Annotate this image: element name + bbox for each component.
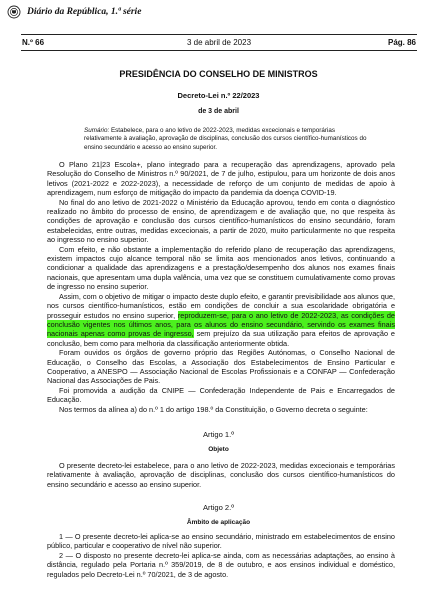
issue-line: [22, 38, 416, 48]
highlighted-text: reproduzem-se, para o ano letivo de 2022-2023, as condições de conclusão vigentes nos últimos anos, para os alunos do ensino secundário, servindo os exames finais nacionais apenas como provas de ingresso,: [47, 310, 395, 339]
article-2-body: [47, 532, 395, 579]
paragraph: O Plano 21|23 Escola+, plano integrado para a recuperação das aprendizagens, aprovado pela Resolução do Conselho de Ministros n.º 90/2021, de 7 de julho, estipulou, para um horizonte de dois anos letivos (2021-2022 e 2022-2023), a necessidade de reforço de um conjunto de medidas de apoio à aprendizagem, num esforço de mitigação do impacto da pandemia da doença COVID-19.: [47, 160, 395, 198]
issue-date: 3 de abril de 2023: [186, 38, 252, 47]
paragraph: O presente decreto-lei estabelece, para o ano letivo de 2022-2023, medidas excecionais e temporárias relativamente à avaliação, aprovação de disciplinas, conclusão dos cursos científico-humanísticos do ensino secundário e acesso ao ensino superior.: [47, 461, 395, 489]
article-1-heading: Artigo 1.º: [202, 430, 235, 439]
summary: [84, 127, 374, 152]
issue-number: N.º 66: [22, 38, 45, 47]
masthead: [7, 4, 141, 20]
header-rule-top: [21, 34, 417, 35]
paragraph: Foi promovida a audição da CNIPE — Confederação Independente de Pais e Encarregados de Educação.: [47, 385, 395, 405]
republic-seal-icon: [7, 5, 21, 19]
summary-text: Estabelece, para o ano letivo de 2022-2023, medidas excecionais e temporárias relativamente à avaliação, aprovação de disciplinas, conclusão dos cursos científico-humanísticos do ensino secundário e acesso ao ensino superior.: [84, 127, 367, 151]
article-2-subheading: Âmbito de aplicação: [186, 519, 251, 526]
paragraph-text: sem prejuízo da sua utilização para efeitos de aprovação e conclusão, bem como para melhoria da classificação anteriormente obtida.: [47, 329, 395, 348]
decree-title: Decreto-Lei n.º 22/2023: [177, 91, 260, 100]
paragraph-text: Assim, com o objetivo de mitigar o impacto deste duplo efeito, e garantir previsibilidade aos alunos que, nos cursos científico-humanísticos, estão em condições de concluir a sua escolaridade obrigatória e prosseguir estudos no ensino superior,: [47, 291, 395, 320]
preamble: [47, 160, 395, 414]
paragraph: No final do ano letivo de 2021-2022 o Ministério da Educação aprovou, tendo em conta o diagnóstico realizado no âmbito do processo de ensino, de aprendizagem e de avaliação que, no que respeita às condições de aprovação e conclusão dos cursos científico-humanísticos do ensino secundário, foram estabelecidas, entre outras, medidas excecionais, a partir de 2020, muito particularmente no que respeita ao ingresso no ensino superior.: [47, 197, 395, 245]
issuer-heading: PRESIDÊNCIA DO CONSELHO DE MINISTROS: [119, 69, 318, 79]
paragraph: Com efeito, e não obstante a implementação do referido plano de recuperação das aprendizagens, existem impactos cujo alcance temporal não se limita aos mencionados anos letivos, continuando a condicionar a qualidade das aprendizagens e a prestação/desempenho dos alunos nos exames finais nacionais, que apresentam uma dupla valência, uma vez que se constituem cumulativamente como provas de ingresso no ensino superior.: [47, 244, 395, 292]
page-number: Pág. 86: [387, 38, 416, 47]
paragraph: [47, 292, 395, 348]
summary-label: Sumário:: [84, 127, 110, 134]
paragraph: 1 — O presente decreto-lei aplica-se ao ensino secundário, ministrado em estabelecimentos de ensino público, particular e cooperativo de nível não superior.: [47, 532, 395, 551]
paragraph: Nos termos da alínea a) do n.º 1 do artigo 198.º da Constituição, o Governo decreta o seguinte:: [59, 404, 368, 414]
paragraph: 2 — O disposto no presente decreto-lei aplica-se ainda, com as necessárias adaptações, ao ensino à distância, regulado pela Portaria n.º 359/2019, de 8 de outubro, e aos ensinos individual e doméstico, regulados pelo Decreto-Lei n.º 70/2021, de 3 de agosto.: [47, 550, 395, 579]
article-1-body: [47, 461, 395, 489]
decree-date: de 3 de abril: [198, 108, 239, 115]
header-rule-bottom: [21, 50, 417, 51]
article-1-subheading: Objeto: [208, 446, 229, 453]
gazette-title: Diário da República, 1.ª série: [27, 7, 142, 17]
article-2-heading: Artigo 2.º: [202, 503, 235, 512]
paragraph: Foram ouvidos os órgãos de governo próprio das Regiões Autónomas, o Conselho Nacional de Educação, o Conselho das Escolas, a Associação dos Estabelecimentos de Ensino Particular e Cooperativo, a ANESPO — Associação Nacional de Escolas Profissionais e a CONFAP — Confederação Nacional das Associações de Pais.: [47, 348, 395, 386]
